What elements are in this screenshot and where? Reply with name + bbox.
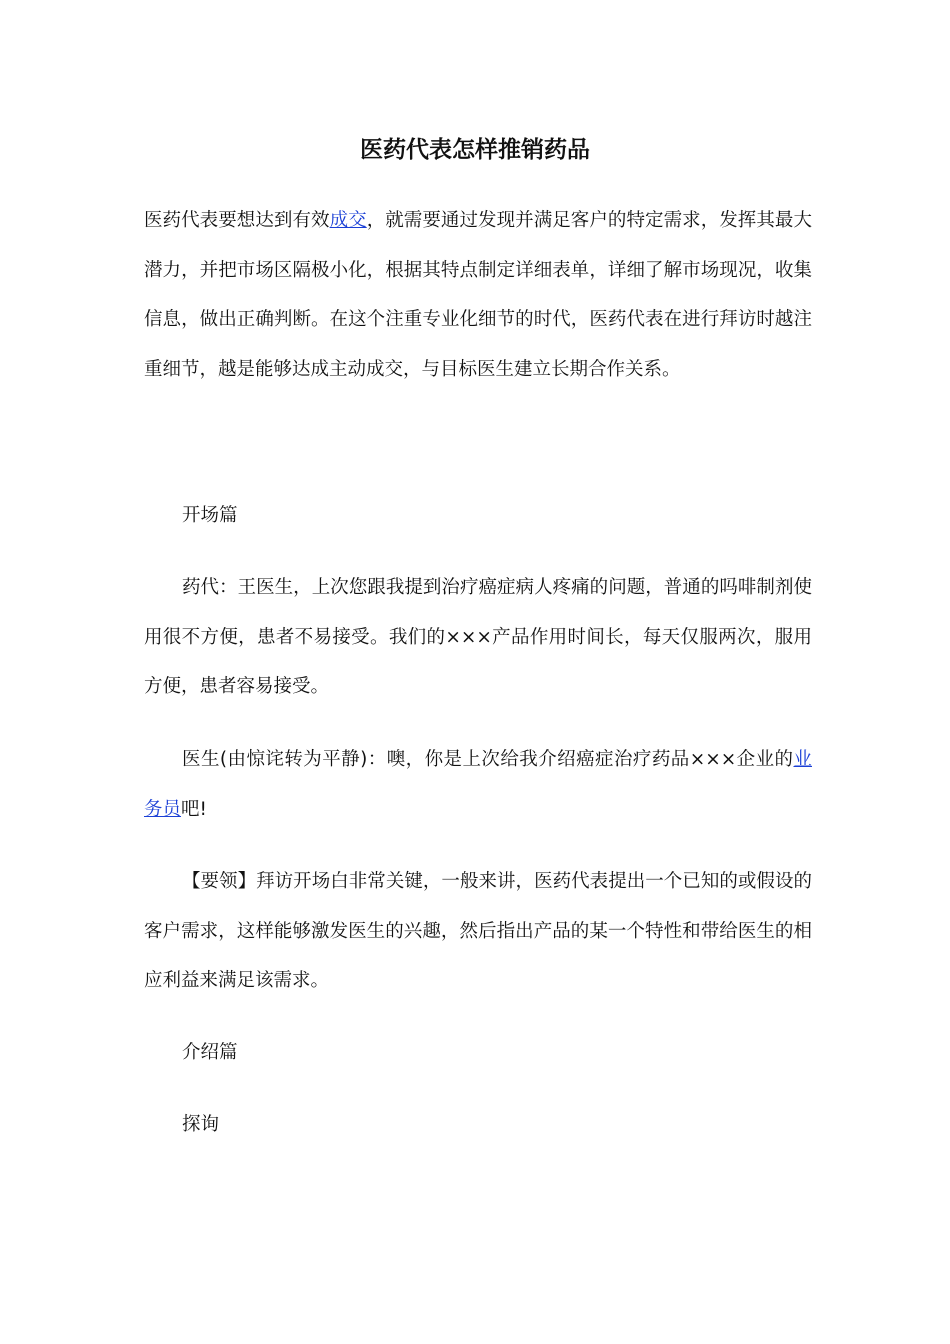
link-yewuyuan[interactable]: 业务员: [144, 749, 812, 820]
intro-text-before: 医药代表要想达到有效: [144, 210, 330, 231]
section-heading-introduction: 介绍篇: [182, 1042, 238, 1063]
link-chengjiao[interactable]: 成交: [329, 210, 367, 231]
key-point-paragraph: 【要领】拜访开场白非常关键，一般来讲，医药代表提出一个已知的或假设的客户需求，这样能够激发医生的兴趣，然后指出产品的某一个特性和带给医生的相应利益来满足该需求。: [144, 871, 812, 991]
section-heading-opening: 开场篇: [182, 505, 238, 526]
intro-text-after: ，就需要通过发现并满足客户的特定需求，发挥其最大潜力，并把市场区隔极小化，根据其特点制定详细表单，详细了解市场现况，收集信息，做出正确判断。在这个注重专业化细节的时代，医药代表在进行拜访时越注重细节，越是能够达成主动成交，与目标医生建立长期合作关系。: [144, 210, 812, 380]
rep-dialogue-paragraph: 药代：王医生，上次您跟我提到治疗癌症病人疼痛的问题，普通的吗啡制剂使用很不方便，患者不易接受。我们的×××产品作用时间长，每天仅服两次，服用方便，患者容易接受。: [144, 577, 812, 697]
intro-paragraph: [144, 196, 812, 394]
document-title: 医药代表怎样推销药品: [360, 137, 590, 163]
doctor-dialogue-paragraph: [144, 735, 812, 834]
section-heading-inquiry: 探询: [182, 1114, 220, 1135]
doctor-text-after: 吧!: [181, 798, 207, 820]
doctor-text-before: 医生(由惊诧转为平静)：噢，你是上次给我介绍癌症治疗药品×××企业的: [182, 749, 794, 770]
